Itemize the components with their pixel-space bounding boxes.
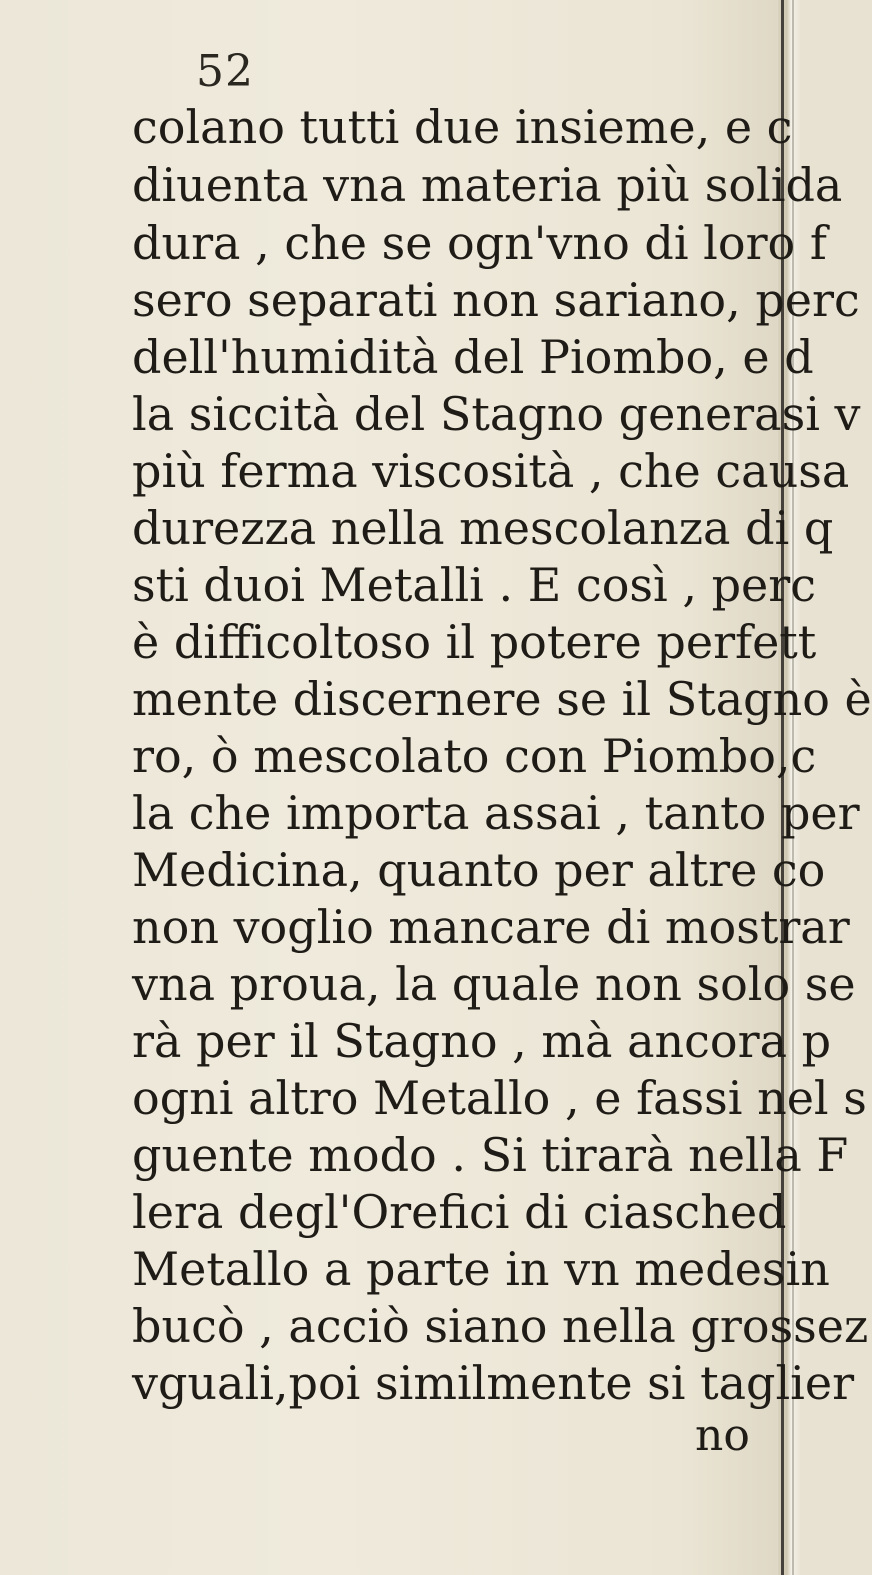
text-line: bucò , acciò siano nella grossez xyxy=(132,1299,869,1353)
page-number: 52 xyxy=(196,46,254,97)
text-line: durezza nella mescolanza di q xyxy=(132,501,834,555)
text-line: più ferma viscosità , che causa xyxy=(132,444,850,498)
text-line: la siccità del Stagno generasi v xyxy=(132,387,861,441)
text-line: la che importa assai , tanto per xyxy=(132,786,860,840)
text-line: non voglio mancare di mostrar xyxy=(132,900,850,954)
text-line: ogni altro Metallo , e fassi nel s xyxy=(132,1071,867,1125)
text-line: sti duoi Metalli . E così , perc xyxy=(132,558,817,612)
text-line: rà per il Stagno , mà ancora p xyxy=(132,1014,832,1068)
text-line: diuenta vna materia più solida xyxy=(132,158,843,212)
text-line: sero separati non sariano, perc xyxy=(132,273,860,327)
text-line: lera degl'Orefici di ciasched xyxy=(132,1185,787,1239)
text-line: Medicina, quanto per altre co xyxy=(132,843,826,897)
text-line: colano tutti due insieme, e c xyxy=(132,100,793,154)
text-line: mente discernere se il Stagno è xyxy=(132,672,872,726)
text-line: dell'humidità del Piombo, e d xyxy=(132,330,814,384)
text-line: vguali,poi similmente si taglier xyxy=(132,1356,855,1410)
text-line: è difficoltoso il potere perfett xyxy=(132,615,817,669)
text-line: guente modo . Si tirarà nella F xyxy=(132,1128,849,1182)
text-line: dura , che se ogn'vno di loro f xyxy=(132,216,827,270)
text-line: ro, ò mescolato con Piombo,c xyxy=(132,729,817,783)
text-line: vna proua, la quale non solo se xyxy=(132,957,856,1011)
catchword: no xyxy=(695,1410,750,1461)
text-line: Metallo a parte in vn medesin xyxy=(132,1242,830,1296)
